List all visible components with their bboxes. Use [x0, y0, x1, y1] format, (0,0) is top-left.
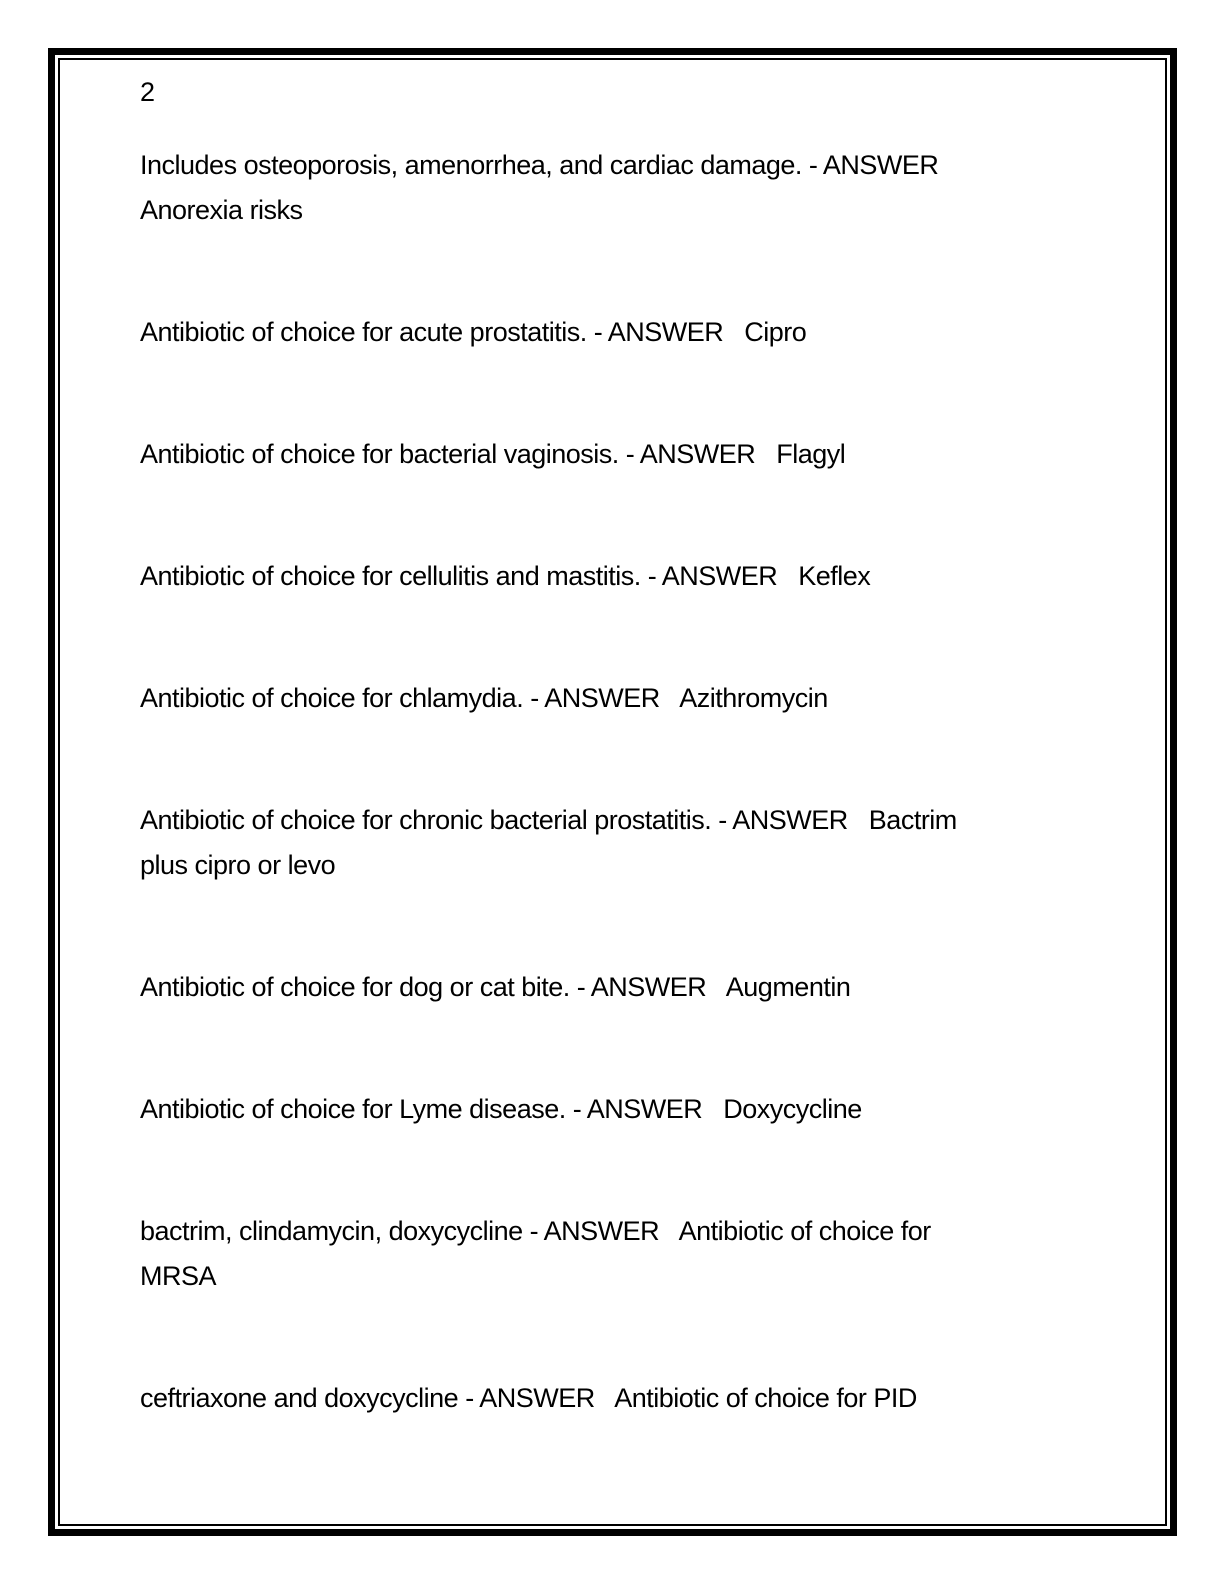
text-line: ceftriaxone and doxycycline - ANSWER Antibiotic of choice for PID	[140, 1383, 917, 1413]
paragraph	[140, 310, 1137, 355]
paragraph	[140, 1087, 1137, 1132]
text-line: MRSA	[140, 1261, 217, 1291]
paragraph	[140, 1209, 1137, 1299]
paragraph	[140, 143, 1137, 233]
text-line: Antibiotic of choice for bacterial vaginosis. - ANSWER Flagyl	[140, 439, 846, 469]
paragraph-list	[140, 143, 1137, 1421]
page-border	[48, 48, 1177, 1536]
page-border-inner-line	[58, 58, 1167, 1526]
text-line: Antibiotic of choice for cellulitis and mastitis. - ANSWER Keflex	[140, 561, 871, 591]
text-line: Anorexia risks	[140, 195, 303, 225]
paragraph	[140, 676, 1137, 721]
text-line: Antibiotic of choice for acute prostatitis. - ANSWER Cipro	[140, 317, 807, 347]
text-line: plus cipro or levo	[140, 850, 336, 880]
paragraph	[140, 554, 1137, 599]
paragraph	[140, 798, 1137, 888]
text-line: bactrim, clindamycin, doxycycline - ANSWER Antibiotic of choice for	[140, 1216, 931, 1246]
text-line: Antibiotic of choice for Lyme disease. - ANSWER Doxycycline	[140, 1094, 862, 1124]
page-content	[60, 60, 1165, 1524]
page-number: 2	[140, 77, 155, 107]
text-line: Includes osteoporosis, amenorrhea, and cardiac damage. - ANSWER	[140, 150, 939, 180]
text-line: Antibiotic of choice for chronic bacterial prostatitis. - ANSWER Bactrim	[140, 805, 957, 835]
text-line: Antibiotic of choice for chlamydia. - ANSWER Azithromycin	[140, 683, 828, 713]
paragraph	[140, 965, 1137, 1010]
paragraph	[140, 1376, 1137, 1421]
paragraph	[140, 432, 1137, 477]
text-line: Antibiotic of choice for dog or cat bite. - ANSWER Augmentin	[140, 972, 851, 1002]
